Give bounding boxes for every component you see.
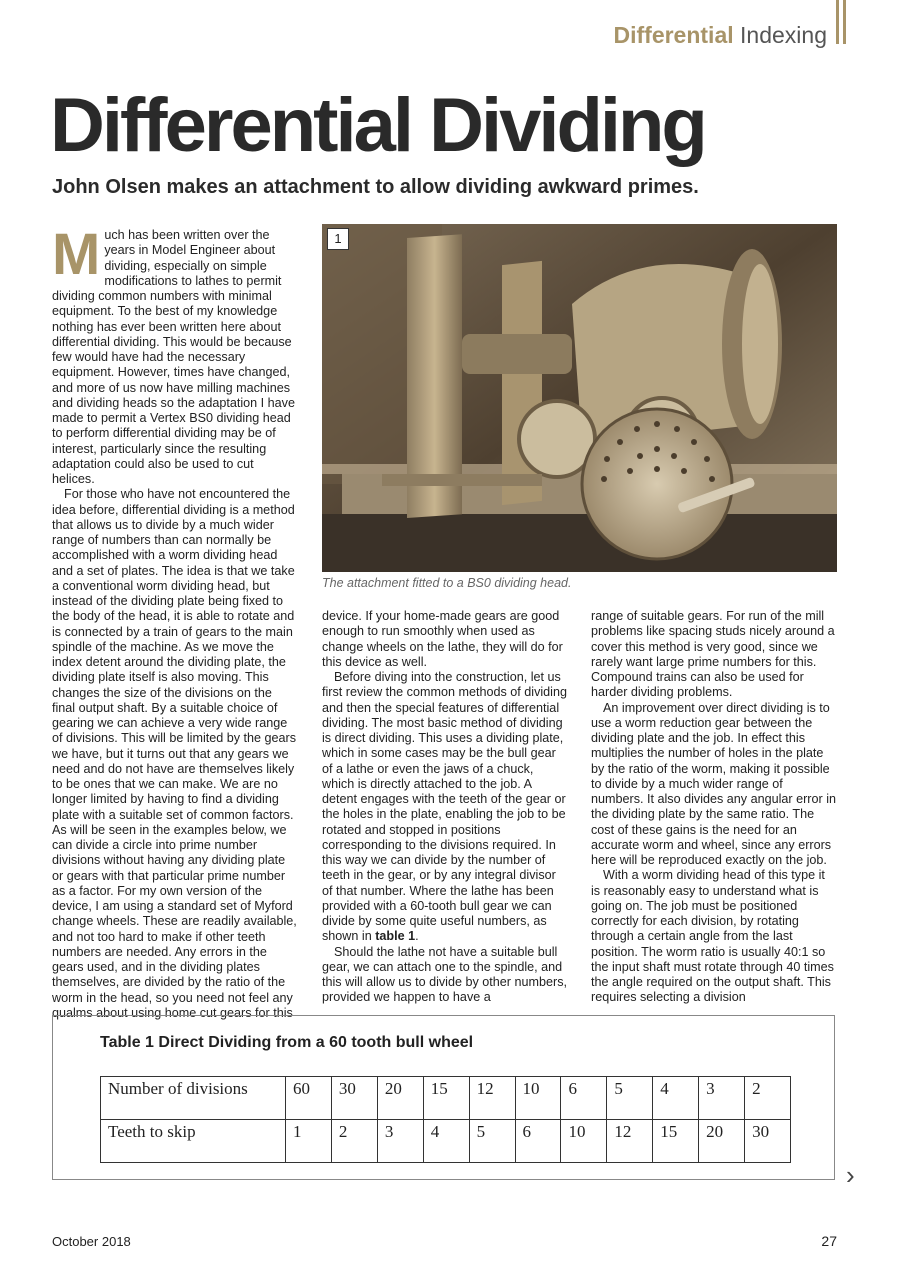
paragraph: For those who have not encountered the idea before, differential dividing is a method that allows us to divide by a much wider range of numbers than can normally be accomplished with a worm dividing head and a set of plates. The idea is that we take a conventional worm dividing head, but instead of the dividing plate being fixed to the body of the head, it is able to rotate and is connected by a train of gears to the main spindle of the machine. As we move the index detent around the dividing plate, the dividing plate itself is also moving. This changes the size of the divisions on the final output shaft. By a suitable choice of gearing we can achieve a very wide range of divisions. This will be limited by the gears we have, but it turns out that any gears we need and do not have are themselves likely to be ones that we can make. We are no longer limited by having to find a dividing plate with a suitable set of common factors. As will be seen in the examples below, we can divide a circle into prime number divisions without having any dividing plate or gears with that particular prime number as a factor. For my own version of the device, I am using a standard set of Myford change wheels. These are readily available, and not too hard to make if other teeth numbers are needed. Any errors in the gears used, and in the dividing plates themselves, are divided by the ratio of the worm in the head, so you need not feel any qualms about using home cut gears for this	[52, 487, 297, 1020]
paragraph-text: Before diving into the construction, let us first review the common methods of dividing and then the special features of differential dividing. The most basic method of dividing is direct dividing. This uses a dividing plate, which in some cases may be the bull gear of a lathe or even the jaws of a chuck, which is directly attached to the job. A detent engages with the teeth of the gear or the holes in the plate, enabling the job to be rotated and stopped in positions corresponding to the divisions required. In this way we can divide by the number of teeth in the gear, or by any integral divisor of that number. Where the lathe has been provided with a 60-tooth bull gear we can divide by some quite useful numbers, as shown in	[322, 670, 567, 944]
row-label: Number of divisions	[101, 1077, 286, 1120]
table-cell: 5	[469, 1120, 515, 1163]
table-cell: 3	[699, 1077, 745, 1120]
paragraph-text-end: .	[415, 929, 419, 944]
chevron-right-icon[interactable]: ›	[846, 1160, 855, 1190]
table-cell: 2	[745, 1077, 791, 1120]
table-row	[101, 1120, 791, 1163]
paragraph: Should the lathe not have a suitable bull gear, we can attach one to the spindle, and this will allow us to divide by other numbers, provided we happen to have a	[322, 944, 567, 1005]
table-cell: 20	[377, 1077, 423, 1120]
article-title: Differential Dividing	[50, 83, 705, 168]
table-cell: 6	[561, 1077, 607, 1120]
table-cell: 15	[653, 1120, 699, 1163]
figure-number: 1	[327, 228, 349, 250]
header-bar-right	[843, 0, 846, 44]
table-reference: table 1	[375, 929, 416, 944]
figure-caption: The attachment fitted to a BS0 dividing head.	[322, 576, 572, 590]
section-header-rest: Indexing	[740, 22, 827, 48]
table-title: Table 1 Direct Dividing from a 60 tooth bull wheel	[100, 1034, 474, 1051]
paragraph: range of suitable gears. For run of the mill problems like spacing studs nicely around a cover this method is very good, since we rarely want large prime numbers for this. Compound trains can also be used for harder dividing problems.	[591, 609, 835, 700]
header-bar-left	[836, 0, 839, 44]
table-cell: 12	[607, 1120, 653, 1163]
table-cell: 4	[653, 1077, 699, 1120]
photo-dividing-head	[322, 224, 837, 572]
table-cell: 3	[377, 1120, 423, 1163]
table-row	[101, 1077, 791, 1120]
table-cell: 2	[331, 1120, 377, 1163]
table-cell: 4	[423, 1120, 469, 1163]
photo-illustration	[322, 224, 837, 572]
table-cell: 30	[745, 1120, 791, 1163]
table-cell: 15	[423, 1077, 469, 1120]
table-cell: 30	[331, 1077, 377, 1120]
intro-text: uch has been written over the years in Model Engineer about dividing, especially on simple modifications to lathes to permit dividing common numbers with minimal equipment. To the best of my knowledge nothing has ever been written here about differential dividing. This would be because few would have had the necessary equipment. However, times have changed, and more of us now have milling machines and dividing heads so the adaptation I have made to permit a Vertex BS0 dividing head to perform differential dividing may be of interest, particularly since the resulting adaptation could also be used to cut helices.	[52, 228, 295, 486]
table-cell: 12	[469, 1077, 515, 1120]
table-panel	[52, 1015, 835, 1180]
paragraph	[322, 670, 567, 945]
article-subtitle: John Olsen makes an attachment to allow dividing awkward primes.	[52, 176, 699, 198]
drop-cap: M	[52, 222, 101, 287]
table-cell: 10	[561, 1120, 607, 1163]
paragraph: With a worm dividing head of this type it is reasonably easy to understand what is going on. The job must be positioned correctly for each division, by rotating through a certain angle from the last position. The worm ratio is usually 40:1 so the input shaft must rotate through 40 times the angle required on the output shaft. This requires selecting a division	[591, 868, 834, 1005]
footer-date: October 2018	[52, 1234, 131, 1249]
row-label: Teeth to skip	[101, 1120, 286, 1163]
table-cell: 60	[286, 1077, 332, 1120]
table-cell: 1	[286, 1120, 332, 1163]
table-cell: 10	[515, 1077, 561, 1120]
text-column-1	[52, 222, 298, 1021]
text-column-3	[591, 609, 837, 1006]
table-cell: 6	[515, 1120, 561, 1163]
paragraph: An improvement over direct dividing is to use a worm reduction gear between the dividing plate and the job. In effect this multiplies the number of holes in the plate by the ratio of the worm, making it possible to divide by a much wider range of numbers. It also divides any angular error in the dividing plate by the same ratio. The cost of these gains is the need for an accurate worm and wheel, since any errors here will be reproduced exactly on the job.	[591, 700, 837, 867]
dividing-table	[100, 1076, 791, 1163]
table-cell: 5	[607, 1077, 653, 1120]
table-cell: 20	[699, 1120, 745, 1163]
intro-paragraph	[52, 222, 298, 487]
page-number: 27	[821, 1233, 837, 1249]
section-header-bold: Differential	[613, 22, 734, 48]
section-header	[614, 20, 828, 50]
paragraph: device. If your home-made gears are good enough to run smoothly when used as change wheels on the lathe, they will do for this device as well.	[322, 609, 563, 669]
text-column-2	[322, 609, 567, 1006]
